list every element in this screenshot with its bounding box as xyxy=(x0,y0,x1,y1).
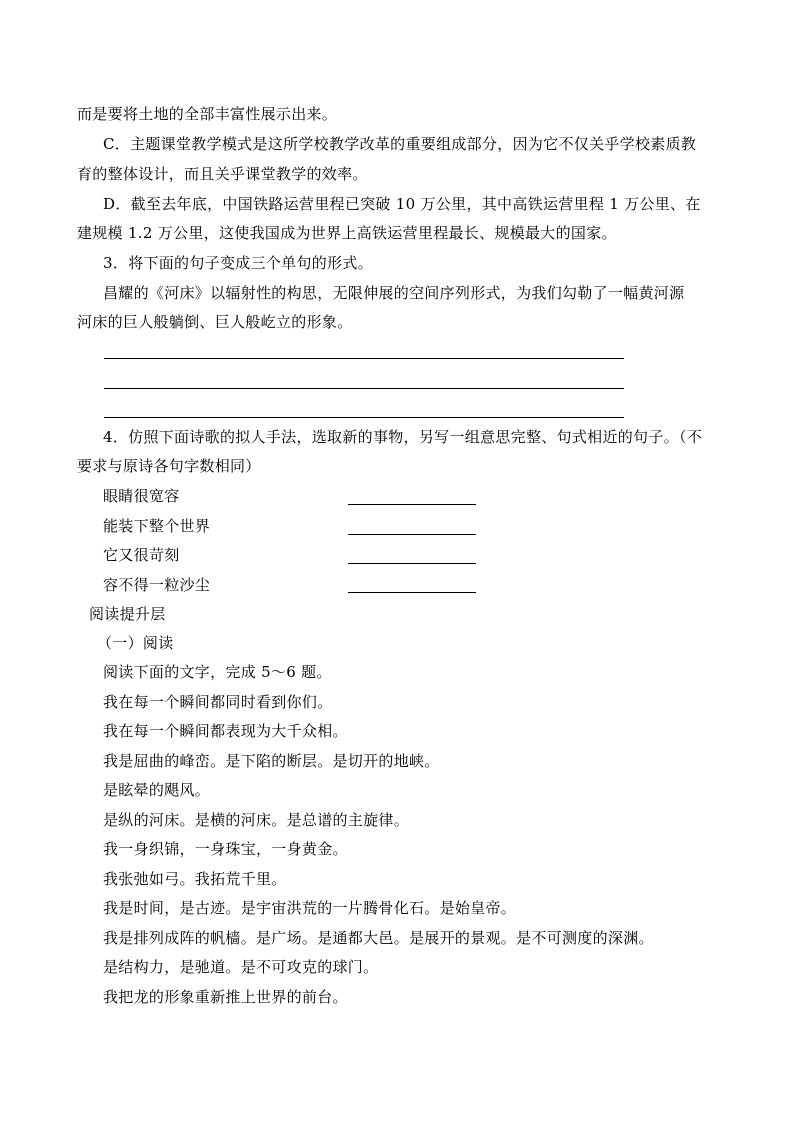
poem-answer-blank-1[interactable] xyxy=(348,504,476,505)
option-c-line-2: 育的整体设计，而且关乎课堂教学的效率。 xyxy=(77,165,368,183)
section-title: 阅读提升层 xyxy=(89,605,166,623)
question-3-sentence-line-2: 河床的巨人般躺倒、巨人般屹立的形象。 xyxy=(77,313,353,331)
question-3: 3．将下面的句子变成三个单句的形式。 xyxy=(103,254,373,272)
option-d-line-1: D．截至去年底，中国铁路运营里程已突破 10 万公里，其中高铁运营里程 1 万公里、在 xyxy=(103,195,701,213)
reading-line: 我是屈曲的峰峦。是下陷的断层。是切开的地峡。 xyxy=(103,752,440,770)
reading-line: 是纵的河床。是横的河床。是总谱的主旋律。 xyxy=(103,811,410,829)
reading-instruction: 阅读下面的文字，完成 5～6 题。 xyxy=(103,663,332,681)
reading-line: 我是时间，是古迹。是宇宙洪荒的一片腾骨化石。是始皇帝。 xyxy=(103,899,517,917)
paragraph-continuation: 而是要将土地的全部丰富性展示出来。 xyxy=(77,105,338,123)
question-4-line-2: 要求与原诗各句字数相同） xyxy=(77,457,261,475)
poem-answer-blank-4[interactable] xyxy=(348,592,476,593)
question-4-line-1: 4．仿照下面诗歌的拟人手法，选取新的事物，另写一组意思完整、句式相近的句子。（不 xyxy=(103,428,703,446)
reading-line: 我一身织锦，一身珠宝，一身黄金。 xyxy=(103,840,348,858)
answer-line-1[interactable] xyxy=(104,358,624,359)
question-3-sentence-line-1: 昌耀的《河床》以辐射性的构思，无限伸展的空间序列形式，为我们勾勒了一幅黄河源 xyxy=(103,284,685,302)
poem-answer-blank-2[interactable] xyxy=(348,534,476,535)
section-subtitle: （一）阅读 xyxy=(97,634,174,652)
reading-line: 我是排列成阵的帆樯。是广场。是通都大邑。是展开的景观。是不可测度的深渊。 xyxy=(103,929,654,947)
poem-answer-blank-3[interactable] xyxy=(348,563,476,564)
reading-line: 我把龙的形象重新推上世界的前台。 xyxy=(103,988,348,1006)
answer-line-2[interactable] xyxy=(104,388,624,389)
reading-line: 我张弛如弓。我拓荒千里。 xyxy=(103,870,287,888)
poem-line-4: 容不得一粒沙尘 xyxy=(103,576,211,594)
reading-line: 是结构力，是驰道。是不可攻克的球门。 xyxy=(103,958,379,976)
reading-line: 是眩晕的飓风。 xyxy=(103,781,211,799)
poem-line-3: 它又很苛刻 xyxy=(103,546,180,564)
reading-line: 我在每一个瞬间都表现为大千众相。 xyxy=(103,722,348,740)
option-d-line-2: 建规模 1.2 万公里，这使我国成为世界上高铁运营里程最长、规模最大的国家。 xyxy=(77,224,617,242)
option-c-line-1: C．主题课堂教学模式是这所学校教学改革的重要组成部分，因为它不仅关乎学校素质教 xyxy=(103,135,697,153)
answer-line-3[interactable] xyxy=(104,417,624,418)
poem-line-1: 眼睛很宽容 xyxy=(103,487,180,505)
poem-line-2: 能装下整个世界 xyxy=(103,517,211,535)
reading-line: 我在每一个瞬间都同时看到你们。 xyxy=(103,693,333,711)
